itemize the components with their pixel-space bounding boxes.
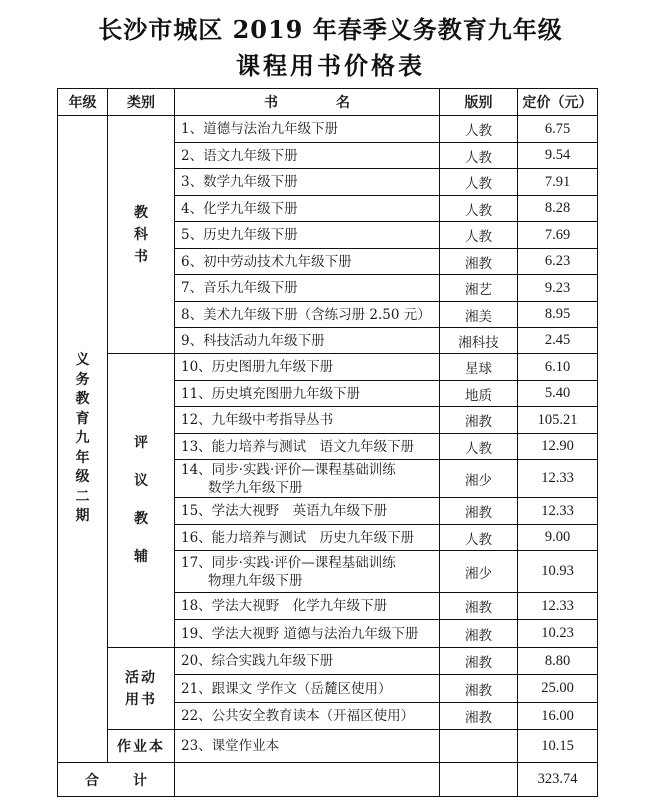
book-edition: 湘科技 — [440, 328, 518, 354]
total-label-part2: 计 — [133, 772, 147, 789]
book-name: 19、学法大视野 道德与法治九年级下册 — [175, 620, 440, 648]
header-price: 定价（元） — [518, 89, 598, 116]
book-name: 8、美术九年级下册（含练习册 2.50 元） — [175, 302, 440, 328]
category-char: 议 — [134, 473, 148, 489]
category-char: 教 — [134, 204, 148, 221]
book-name: 6、初中劳动技术九年级下册 — [175, 249, 440, 275]
book-price: 6.75 — [518, 116, 598, 143]
book-price: 8.95 — [518, 302, 598, 328]
book-name: 16、能力培养与测试 历史九年级下册 — [175, 525, 440, 551]
book-name: 3、数学九年级下册 — [175, 169, 440, 196]
header-edition: 版别 — [440, 89, 518, 116]
book-edition: 湘美 — [440, 302, 518, 328]
book-price: 9.00 — [518, 525, 598, 551]
book-edition: 湘教 — [440, 407, 518, 434]
book-edition: 湘教 — [440, 675, 518, 703]
book-name: 21、跟课文 学作文（岳麓区使用） — [175, 675, 440, 703]
book-edition: 湘教 — [440, 593, 518, 620]
document-title: 长沙市城区 2019 年春季义务教育九年级 — [98, 15, 563, 44]
book-edition: 湘教 — [440, 703, 518, 730]
category-workbook: 作业本 — [108, 730, 175, 763]
book-edition: 湘教 — [440, 648, 518, 675]
book-name: 20、综合实践九年级下册 — [175, 648, 440, 675]
book-price: 12.33 — [518, 460, 598, 498]
book-name: 14、同步·实践·评价—课程基础训练 数学九年级下册 — [175, 460, 440, 498]
grade-char: 级 — [75, 469, 90, 486]
category-char: 科 — [134, 226, 148, 243]
book-edition: 湘教 — [440, 498, 518, 525]
total-edition — [440, 763, 518, 797]
book-price: 7.91 — [518, 169, 598, 196]
total-label — [58, 763, 175, 797]
total-name — [175, 763, 440, 797]
book-edition: 人教 — [440, 143, 518, 169]
grade-char: 务 — [75, 371, 90, 388]
price-table — [57, 88, 598, 797]
book-price: 2.45 — [518, 328, 598, 354]
book-edition: 湘教 — [440, 249, 518, 275]
header-book-name-part1: 书 — [264, 95, 278, 111]
book-edition: 人教 — [440, 116, 518, 143]
book-price: 9.54 — [518, 143, 598, 169]
category-activity-books — [108, 648, 175, 730]
book-price: 9.23 — [518, 275, 598, 302]
book-edition: 人教 — [440, 222, 518, 249]
book-name: 17、同步·实践·评价—课程基础训练 物理九年级下册 — [175, 551, 440, 593]
book-price: 105.21 — [518, 407, 598, 434]
total-price: 323.74 — [518, 763, 598, 797]
book-price: 6.23 — [518, 249, 598, 275]
grade-char: 期 — [75, 508, 90, 525]
book-price: 7.69 — [518, 222, 598, 249]
grade-char: 年 — [75, 449, 90, 466]
grade-char: 育 — [75, 410, 90, 427]
book-edition: 地质 — [440, 381, 518, 407]
grade-char: 义 — [75, 352, 90, 369]
header-book-name — [175, 89, 440, 116]
book-name: 13、能力培养与测试 语文九年级下册 — [175, 434, 440, 460]
book-edition: 星球 — [440, 354, 518, 381]
book-edition: 人教 — [440, 169, 518, 196]
book-price: 12.33 — [518, 593, 598, 620]
book-price: 10.23 — [518, 620, 598, 648]
book-price: 12.33 — [518, 498, 598, 525]
book-name: 18、学法大视野 化学九年级下册 — [175, 593, 440, 620]
document-subtitle: 课程用书价格表 — [236, 51, 425, 80]
book-name: 15、学法大视野 英语九年级下册 — [175, 498, 440, 525]
book-edition — [440, 730, 518, 763]
book-edition: 湘少 — [440, 460, 518, 498]
book-price: 6.10 — [518, 354, 598, 381]
total-label-part1: 合 — [85, 772, 99, 789]
book-price: 12.90 — [518, 434, 598, 460]
header-grade: 年级 — [58, 89, 108, 116]
category-char: 书 — [134, 248, 148, 265]
book-price: 10.15 — [518, 730, 598, 763]
book-name: 22、公共安全教育读本（开福区使用） — [175, 703, 440, 730]
grade-char: 九 — [75, 430, 90, 447]
book-name: 10、历史图册九年级下册 — [175, 354, 440, 381]
header-category: 类别 — [108, 89, 175, 116]
grade-char: 教 — [75, 391, 90, 408]
category-line: 用书 — [125, 691, 157, 708]
book-name: 7、音乐九年级下册 — [175, 275, 440, 302]
book-price: 10.93 — [518, 551, 598, 593]
category-char: 辅 — [134, 549, 148, 565]
book-edition: 人教 — [440, 525, 518, 551]
book-name: 1、道德与法治九年级下册 — [175, 116, 440, 143]
grade-cell — [58, 116, 108, 763]
book-edition: 人教 — [440, 434, 518, 460]
book-name: 23、课堂作业本 — [175, 730, 440, 763]
book-price: 8.28 — [518, 196, 598, 222]
grade-char: 二 — [75, 488, 90, 505]
book-name: 2、语文九年级下册 — [175, 143, 440, 169]
header-book-name-part2: 名 — [336, 95, 350, 111]
book-name: 12、九年级中考指导丛书 — [175, 407, 440, 434]
book-name: 9、科技活动九年级下册 — [175, 328, 440, 354]
book-price: 5.40 — [518, 381, 598, 407]
book-price: 25.00 — [518, 675, 598, 703]
category-char: 评 — [134, 435, 148, 451]
book-name: 4、化学九年级下册 — [175, 196, 440, 222]
book-price: 16.00 — [518, 703, 598, 730]
category-line: 活动 — [125, 669, 157, 686]
book-edition: 湘艺 — [440, 275, 518, 302]
book-name: 5、历史九年级下册 — [175, 222, 440, 249]
book-edition: 人教 — [440, 196, 518, 222]
category-char: 教 — [134, 511, 148, 527]
category-textbook — [108, 116, 175, 354]
book-edition: 湘教 — [440, 620, 518, 648]
book-price: 8.80 — [518, 648, 598, 675]
book-name: 11、历史填充图册九年级下册 — [175, 381, 440, 407]
category-review-aux — [108, 354, 175, 648]
book-edition: 湘少 — [440, 551, 518, 593]
